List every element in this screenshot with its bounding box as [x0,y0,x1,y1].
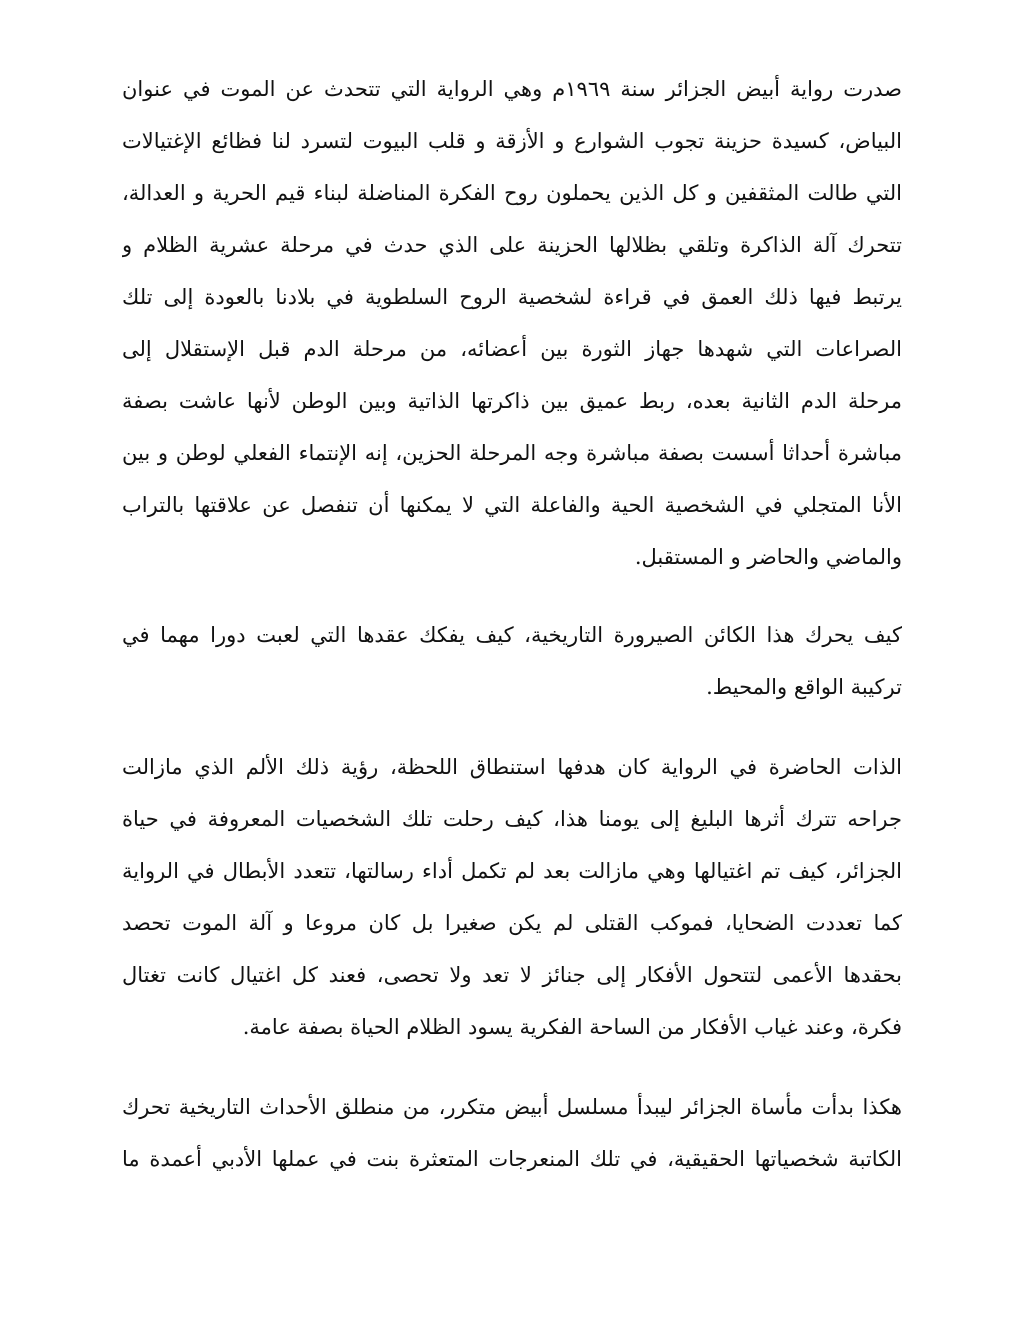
paragraph-4-line-2: الكاتبة شخصياتها الحقيقية، في تلك المنعرجات المتعثرة بنت في عملها الأدبي أعمدة ما [122,1147,902,1171]
paragraph-1-line-4: تتحرك آلة الذاكرة وتلقي بظلالها الحزينة على الذي حدث في مرحلة عشرية الظلام و [122,233,902,257]
paragraph-1-line-9: الأنا المتجلي في الشخصية الحية والفاعلة التي لا يمكنها أن تنفصل عن علاقتها بالتراب [122,493,902,517]
paragraph-1-line-6: الصراعات التي شهدها جهاز الثورة بين أعضائه، من مرحلة الدم قبل الإستقلال إلى [122,337,902,361]
paragraph-3-line-4: كما تعددت الضحايا، فموكب القتلى لم يكن صغيرا بل كان مروعا و آلة الموت تحصد [122,911,902,935]
paragraph-1-line-8: مباشرة أحداثا أسست بصفة مباشرة وجه المرحلة الحزين، إنه الإنتماء الفعلي لوطن و بين [122,441,902,465]
paragraph-1-line-7: مرحلة الدم الثانية بعده، ربط عميق بين ذاكرتها الذاتية وبين الوطن لأنها عاشت بصفة [122,389,902,413]
paragraph-2-line-2: تركيبة الواقع والمحيط. [706,675,902,699]
paragraph-3-line-5: بحقدها الأعمى لتتحول الأفكار إلى جنائز لا تعد ولا تحصى، فعند كل اغتيال كانت تغتال [122,963,902,987]
paragraph-1-line-1: صدرت رواية أبيض الجزائر سنة ١٩٦٩م وهي الرواية التي تتحدث عن الموت في عنوان [122,77,902,101]
paragraph-1-line-2: البياض، كسيدة حزينة تجوب الشوارع و الأزقة و قلب البيوت لتسرد لنا فظائع الإغتيالات [122,129,902,153]
paragraph-3-line-6: فكرة، وعند غياب الأفكار من الساحة الفكرية يسود الظلام الحياة بصفة عامة. [242,1015,902,1039]
paragraph-2-line-1: كيف يحرك هذا الكائن الصيرورة التاريخية، كيف يفكك عقدها التي لعبت دورا مهما في [122,623,902,647]
paragraph-3-line-2: جراحه تترك أثرها البليغ إلى يومنا هذا، كيف رحلت تلك الشخصيات المعروفة في حياة [122,807,902,831]
paragraph-1-line-10: والماضي والحاضر و المستقبل. [634,545,902,569]
paragraph-1-line-3: التي طالت المثقفين و كل الذين يحملون روح الفكرة المناضلة لبناء قيم الحرية و العدالة، [122,181,902,205]
paragraph-3-line-1: الذات الحاضرة في الرواية كان هدفها استنطاق اللحظة، رؤية ذلك الألم الذي مازالت [122,755,902,779]
paragraph-1-line-5: يرتبط فيها ذلك العمق في قراءة لشخصية الروح السلطوية في بلادنا بالعودة إلى تلك [122,285,902,309]
paragraph-3-line-3: الجزائر، كيف تم اغتيالها وهي مازالت بعد لم تكمل أداء رسالتها، تتعدد الأبطال في الرواية [122,859,902,883]
paragraph-4-line-1: هكذا بدأت مأساة الجزائر ليبدأ مسلسل أبيض متكرر، من منطلق الأحداث التاريخية تحرك [122,1095,902,1119]
